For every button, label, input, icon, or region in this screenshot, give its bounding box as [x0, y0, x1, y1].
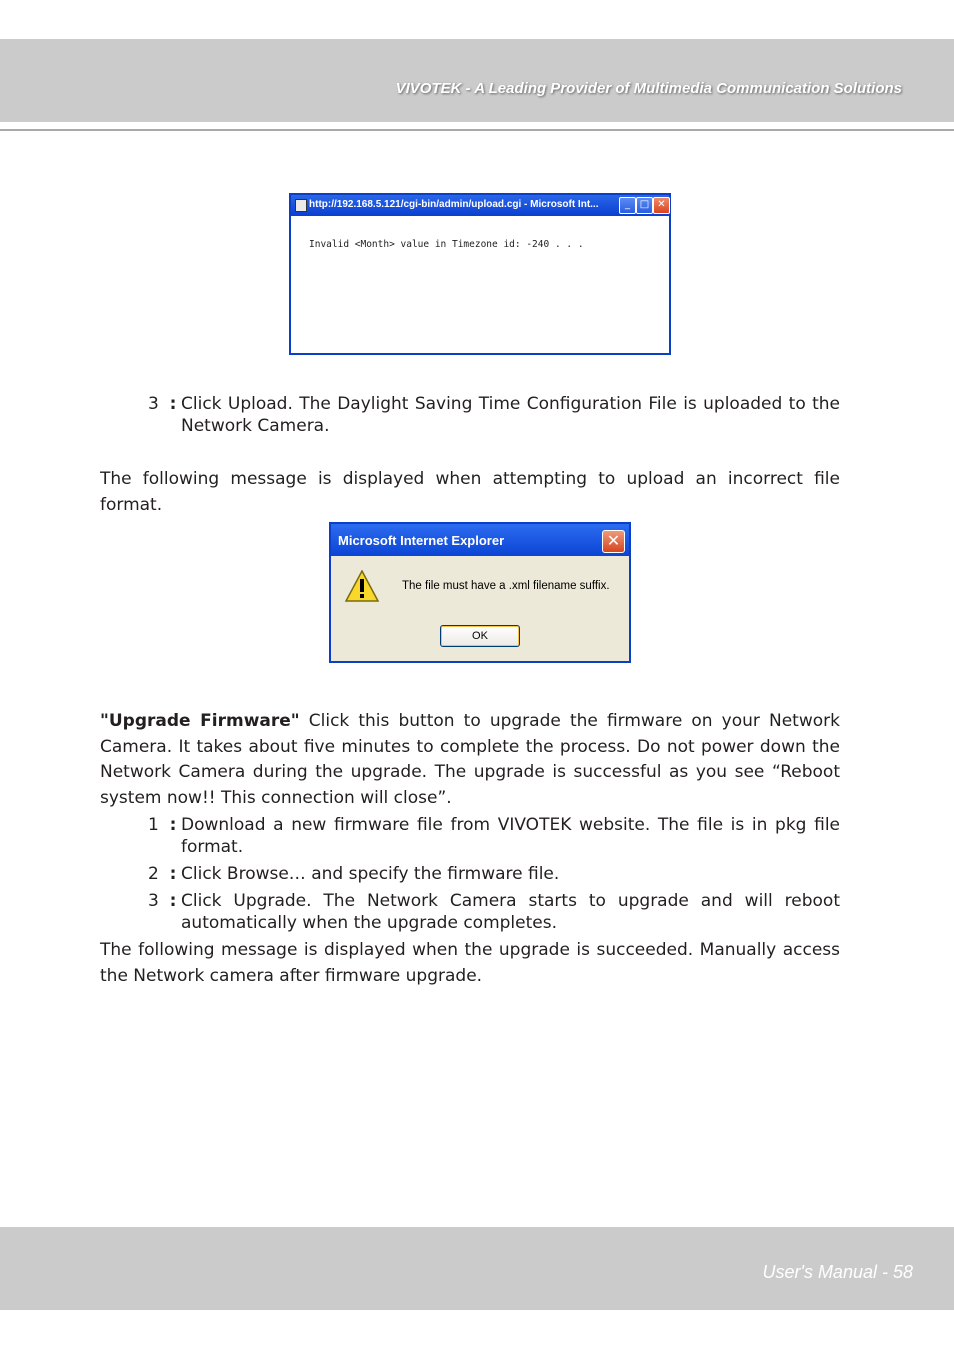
dialog-title: Microsoft Internet Explorer — [338, 533, 505, 548]
window-titlebar — [291, 195, 669, 216]
upgrade-firmware-heading: "Upgrade Firmware" — [100, 711, 300, 731]
upgrade-firmware-paragraph — [100, 709, 840, 811]
dialog-message: The file must have a .xml filename suffix. — [402, 580, 610, 592]
warning-icon — [345, 570, 379, 602]
page-number: User's Manual - 58 — [762, 1262, 913, 1282]
header-tagline: VIVOTEK - A Leading Provider of Multimedia Communication Solutions — [395, 80, 902, 97]
ie-alert-dialog — [329, 522, 631, 663]
step-number: 3 : — [148, 891, 177, 911]
step-text: Download a new firmware file from VIVOTEK website. The file is in pkg file format. — [181, 815, 840, 857]
firmware-step-2 — [148, 863, 840, 885]
step-number: 3 : — [148, 394, 177, 414]
step-text: Click Upgrade. The Network Camera starts to upgrade and will reboot automatically when the upgrade completes. — [181, 891, 840, 933]
maximize-icon[interactable]: □ — [636, 197, 653, 214]
incorrect-format-paragraph: The following message is displayed when attempting to upload an incorrect file format. — [100, 469, 840, 515]
step-upload — [148, 393, 840, 437]
upgrade-firmware-text: Click this button to upgrade the firmware on your Network Camera. It takes about five minutes to complete the process. Do not power down the Network Camera during the upgrade. The upgrade is successful as you see “Reboot system now!! This connection will close”. — [100, 711, 840, 808]
minimize-icon[interactable]: _ — [619, 197, 636, 214]
firmware-step-3 — [148, 890, 840, 934]
page-icon — [295, 199, 307, 212]
step-text: Click Upload. The Daylight Saving Time Configuration File is uploaded to the Network Camera. — [181, 394, 840, 436]
dialog-titlebar — [331, 524, 629, 556]
upgrade-closing-paragraph: The following message is displayed when the upgrade is succeeded. Manually access the Network camera after firmware upgrade. — [100, 940, 840, 986]
header-divider — [0, 129, 954, 131]
ok-button[interactable]: OK — [440, 625, 520, 647]
window-title: http://192.168.5.121/cgi-bin/admin/upload.cgi - Microsoft Int... — [309, 199, 599, 210]
window-message: Invalid <Month> value in Timezone id: -240 . . . — [309, 239, 584, 250]
close-icon[interactable]: ✕ — [653, 197, 670, 214]
upload-result-window — [289, 193, 671, 355]
firmware-step-1 — [148, 814, 840, 858]
step-number: 2 : — [148, 864, 177, 884]
step-text: Click Browse… and specify the firmware file. — [181, 864, 560, 884]
step-number: 1 : — [148, 815, 177, 835]
close-icon[interactable]: ✕ — [602, 530, 625, 553]
